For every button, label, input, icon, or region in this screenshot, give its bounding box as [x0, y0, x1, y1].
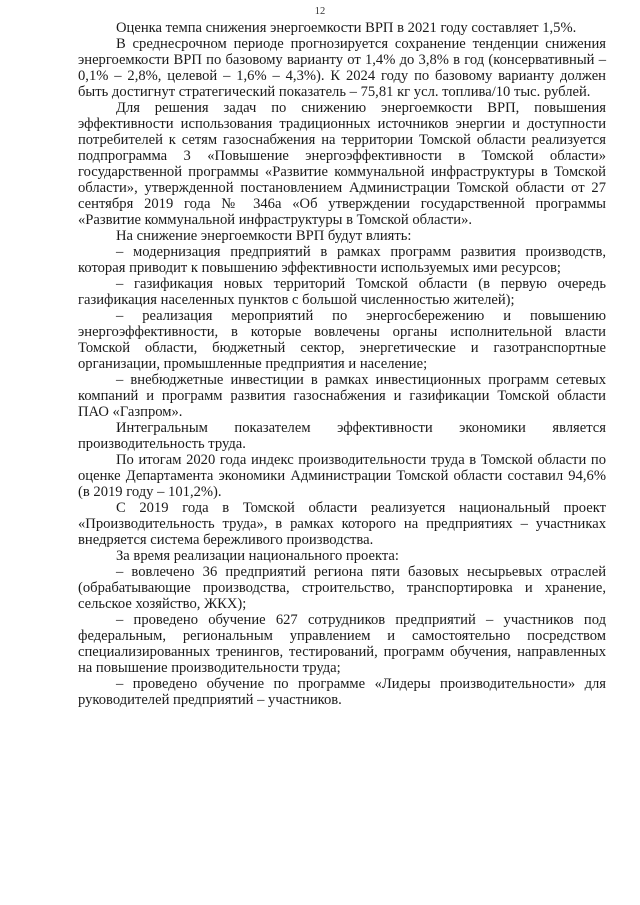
- paragraph-energy-intensity-2021: Оценка темпа снижения энергоемкости ВРП в 2021 году составляет 1,5%.: [116, 20, 577, 36]
- list-item-employee-training: – проведено обучение 627 сотрудников предприятий – участников под федеральным, региональным управлением и самостоятельно посредством специализированных тренингов, тестирований, программ обучения, направленных на повышение производительности труда;: [78, 612, 606, 676]
- list-item-enterprises-involved: – вовлечено 36 предприятий региона пяти базовых несырьевых отраслей (обрабатывающие производства, строительство, транспортировка и хранение, сельское хозяйство, ЖКХ);: [78, 564, 606, 612]
- paragraph-national-project: С 2019 года в Томской области реализуется национальный проект «Производительность труда», в рамках которого на предприятиях – участниках внедряется система бережливого производства.: [78, 500, 606, 548]
- paragraph-productivity-indicator: Интегральным показателем эффективности экономики является производительность труда.: [78, 420, 606, 452]
- list-item-energy-saving: – реализация мероприятий по энергосбережению и повышению энергоэффективности, в которые вовлечены органы исполнительной власти Томской области, бюджетный сектор, энергетические и газотранспортные организации, промышленные предприятия и население;: [78, 308, 606, 372]
- paragraph-subprogram-3: Для решения задач по снижению энергоемкости ВРП, повышения эффективности использования традиционных источников энергии и доступности потребителей к сетям газоснабжения на территории Томской области реализуется подпрограмма 3 «Повышение энергоэффективности в Томской области» государственной программы «Развитие коммунальной инфраструктуры в Томской области», утвержденной постановлением Администрации Томской области от 27 сентября 2019 года № 346а «Об утверждении государственной программы «Развитие коммунальной инфраструктуры в Томской области».: [78, 100, 606, 228]
- paragraph-project-results-intro: За время реализации национального проекта:: [116, 548, 399, 564]
- list-item-gasification: – газификация новых территорий Томской области (в первую очередь газификация населенных пунктов с большой численностью жителей);: [78, 276, 606, 308]
- list-item-leaders-program: – проведено обучение по программе «Лидеры производительности» для руководителей предприятий – участников.: [78, 676, 606, 708]
- paragraph-productivity-index-2020: По итогам 2020 года индекс производительности труда в Томской области по оценке Департамента экономики Администрации Томской области составил 94,6% (в 2019 году – 101,2%).: [78, 452, 606, 500]
- list-item-modernization: – модернизация предприятий в рамках программ развития производств, которая приводит к повышению эффективности используемых ими ресурсов;: [78, 244, 606, 276]
- document-body: [78, 20, 606, 708]
- page-number: 12: [314, 6, 326, 17]
- paragraph-medium-term-forecast: В среднесрочном периоде прогнозируется сохранение тенденции снижения энергоемкости ВРП по базовому варианту от 1,4% до 3,8% в год (консервативный – 0,1% – 2,8%, целевой – 1,6% – 4,3%). К 2024 году по базовому варианту должен быть достигнут стратегический показатель – 75,81 кг усл. топлива/10 тыс. рублей.: [78, 36, 606, 100]
- paragraph-factors-intro: На снижение энергоемкости ВРП будут влиять:: [116, 228, 412, 244]
- list-item-investments: – внебюджетные инвестиции в рамках инвестиционных программ сетевых компаний и программ развития газоснабжения и газификации Томской области ПАО «Газпром».: [78, 372, 606, 420]
